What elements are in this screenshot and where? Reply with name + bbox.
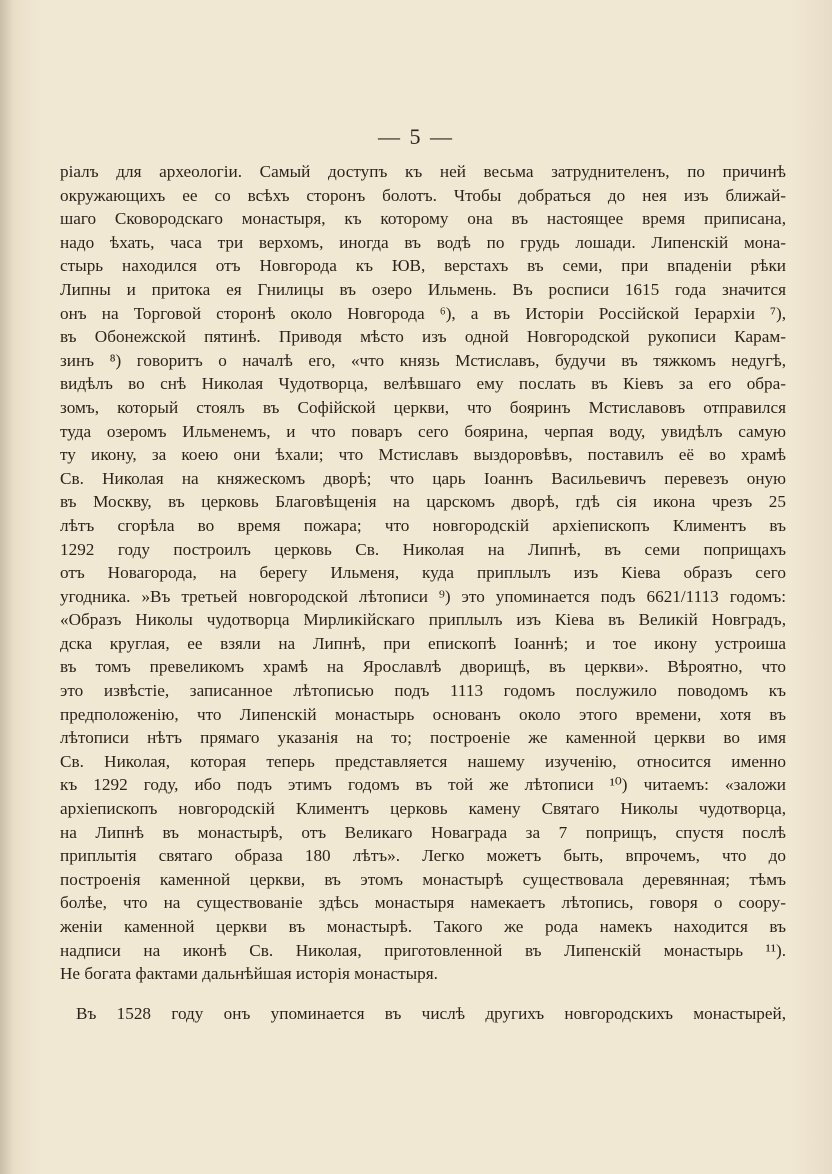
text-line: женіи каменной церкви въ монастырѣ. Такого же рода намекъ находится въ — [60, 917, 786, 936]
text-line: туда озеромъ Ильменемъ, и что поваръ сего боярина, черпая воду, увидѣлъ самую — [60, 421, 786, 441]
text-line: Св. Николая, которая теперь представляется нашему изученію, относится именно — [60, 751, 786, 771]
text-line: архіепископъ новгородскій Климентъ церковь камену Святаго Николы чудотворца, — [60, 799, 786, 819]
text-line: въ томъ превеликомъ храмѣ на Ярославлѣ дворищѣ, въ церкви». Вѣроятно, что — [60, 657, 786, 677]
paragraph-break — [60, 986, 786, 1002]
text-line: шаго Сковородскаго монастыря, къ которому она въ настоящее время приписана, — [60, 209, 786, 229]
text-line: въ Обонежской пятинѣ. Приводя мѣсто изъ одной Новгородской рукописи Карам- — [60, 327, 786, 347]
text-line: дска круглая, ее взяли на Липнѣ, при епископѣ Іоаннѣ; и тое икону устроиша — [60, 633, 786, 653]
text-line: угодника. »Въ третьей новгородской лѣтописи ⁹) это упоминается подъ 6621/1113 годомъ: — [60, 586, 786, 606]
text-line: окружающихъ ее со всѣхъ сторонъ болотъ. Чтобы добраться до нея изъ ближай- — [60, 185, 786, 205]
text-line: Св. Николая на княжескомъ дворѣ; что царь Іоаннъ Васильевичъ перевезъ оную — [60, 468, 786, 488]
text-line: надо ѣхать, часа три верхомъ, иногда въ водѣ по грудь лошади. Липенскій мона- — [60, 232, 786, 252]
page-number: — 5 — — [378, 124, 454, 149]
text-line: 1292 году построилъ церковь Св. Николая на Липнѣ, въ семи поприщахъ — [60, 539, 786, 559]
text-line: ріалъ для археологіи. Самый доступъ къ ней весьма затруднителенъ, по причинѣ — [60, 162, 786, 181]
text-line: лѣтъ сгорѣла во время пожара; что новгородскій архіепископъ Климентъ въ — [60, 515, 786, 535]
text-line: въ Москву, въ церковь Благовѣщенія на царскомъ дворѣ, гдѣ сія икона чрезъ 25 — [60, 492, 786, 512]
text-line: зомъ, который стоялъ въ Софійской церкви, что бояринъ Мстиславовъ отправился — [60, 397, 786, 417]
text-line: зинъ ⁸) говоритъ о началѣ его, «что князь Мстиславъ, будучи въ тяжкомъ недугѣ, — [60, 350, 786, 370]
text-line: ту икону, за коею они ѣхали; что Мстиславъ выздоровѣвъ, поставилъ её во храмѣ — [60, 445, 786, 465]
text-line: стырь находился отъ Новгорода къ ЮВ, верстахъ въ семи, при впаденіи рѣки — [60, 256, 786, 276]
text-line: Не богата фактами дальнѣйшая исторія монастыря. — [60, 964, 438, 984]
text-line: «Образъ Николы чудотворца Мирликійскаго приплылъ изъ Кіева въ Великій Новградъ, — [60, 610, 786, 630]
paragraph — [60, 160, 786, 1025]
text-line: лѣтописи нѣтъ прямаго указанія на то; построеніе же каменной церкви во имя — [60, 728, 786, 748]
text-line: отъ Новагорода, на берегу Ильменя, куда приплылъ изъ Кіева образъ сего — [60, 563, 786, 583]
text-line: построенія каменной церкви, въ этомъ монастырѣ существовала деревянная; тѣмъ — [60, 869, 786, 889]
text-line: Липны и притока ея Гнилицы въ озеро Ильмень. Въ росписи 1615 года значится — [60, 279, 786, 299]
text-line: предположенію, что Липенскій монастырь основанъ около этого времени, хотя въ — [60, 704, 786, 724]
text-line: приплытія святаго образа 180 лѣтъ». Легко можетъ быть, впрочемъ, что до — [60, 846, 786, 866]
text-line: къ 1292 году, ибо подъ этимъ годомъ въ той же лѣтописи ¹⁰) читаемъ: «заложи — [60, 775, 786, 795]
text-line: онъ на Торговой сторонѣ около Новгорода ⁶), а въ Исторіи Россійской Іерархіи ⁷), — [60, 303, 786, 323]
text-line: это извѣстіе, записанное лѣтописью подъ 1113 годомъ послужило поводомъ къ — [60, 681, 786, 701]
text-line: Въ 1528 году онъ упоминается въ числѣ другихъ новгородскихъ монастырей, — [76, 1003, 786, 1023]
text-line: болѣе, что на существованіе здѣсь монастыря намекаетъ лѣтопись, говоря о соору- — [60, 893, 786, 913]
text-line: видѣлъ во снѣ Николая Чудотворца, велѣвшаго ему послать въ Кіевъ за его обра- — [60, 374, 786, 394]
text-line: на Липнѣ въ монастырѣ, отъ Великаго Новаграда за 7 поприщъ, спустя послѣ — [60, 822, 786, 842]
text-line: надписи на иконѣ Св. Николая, приготовленной въ Липенскій монастырь ¹¹). — [60, 940, 786, 960]
